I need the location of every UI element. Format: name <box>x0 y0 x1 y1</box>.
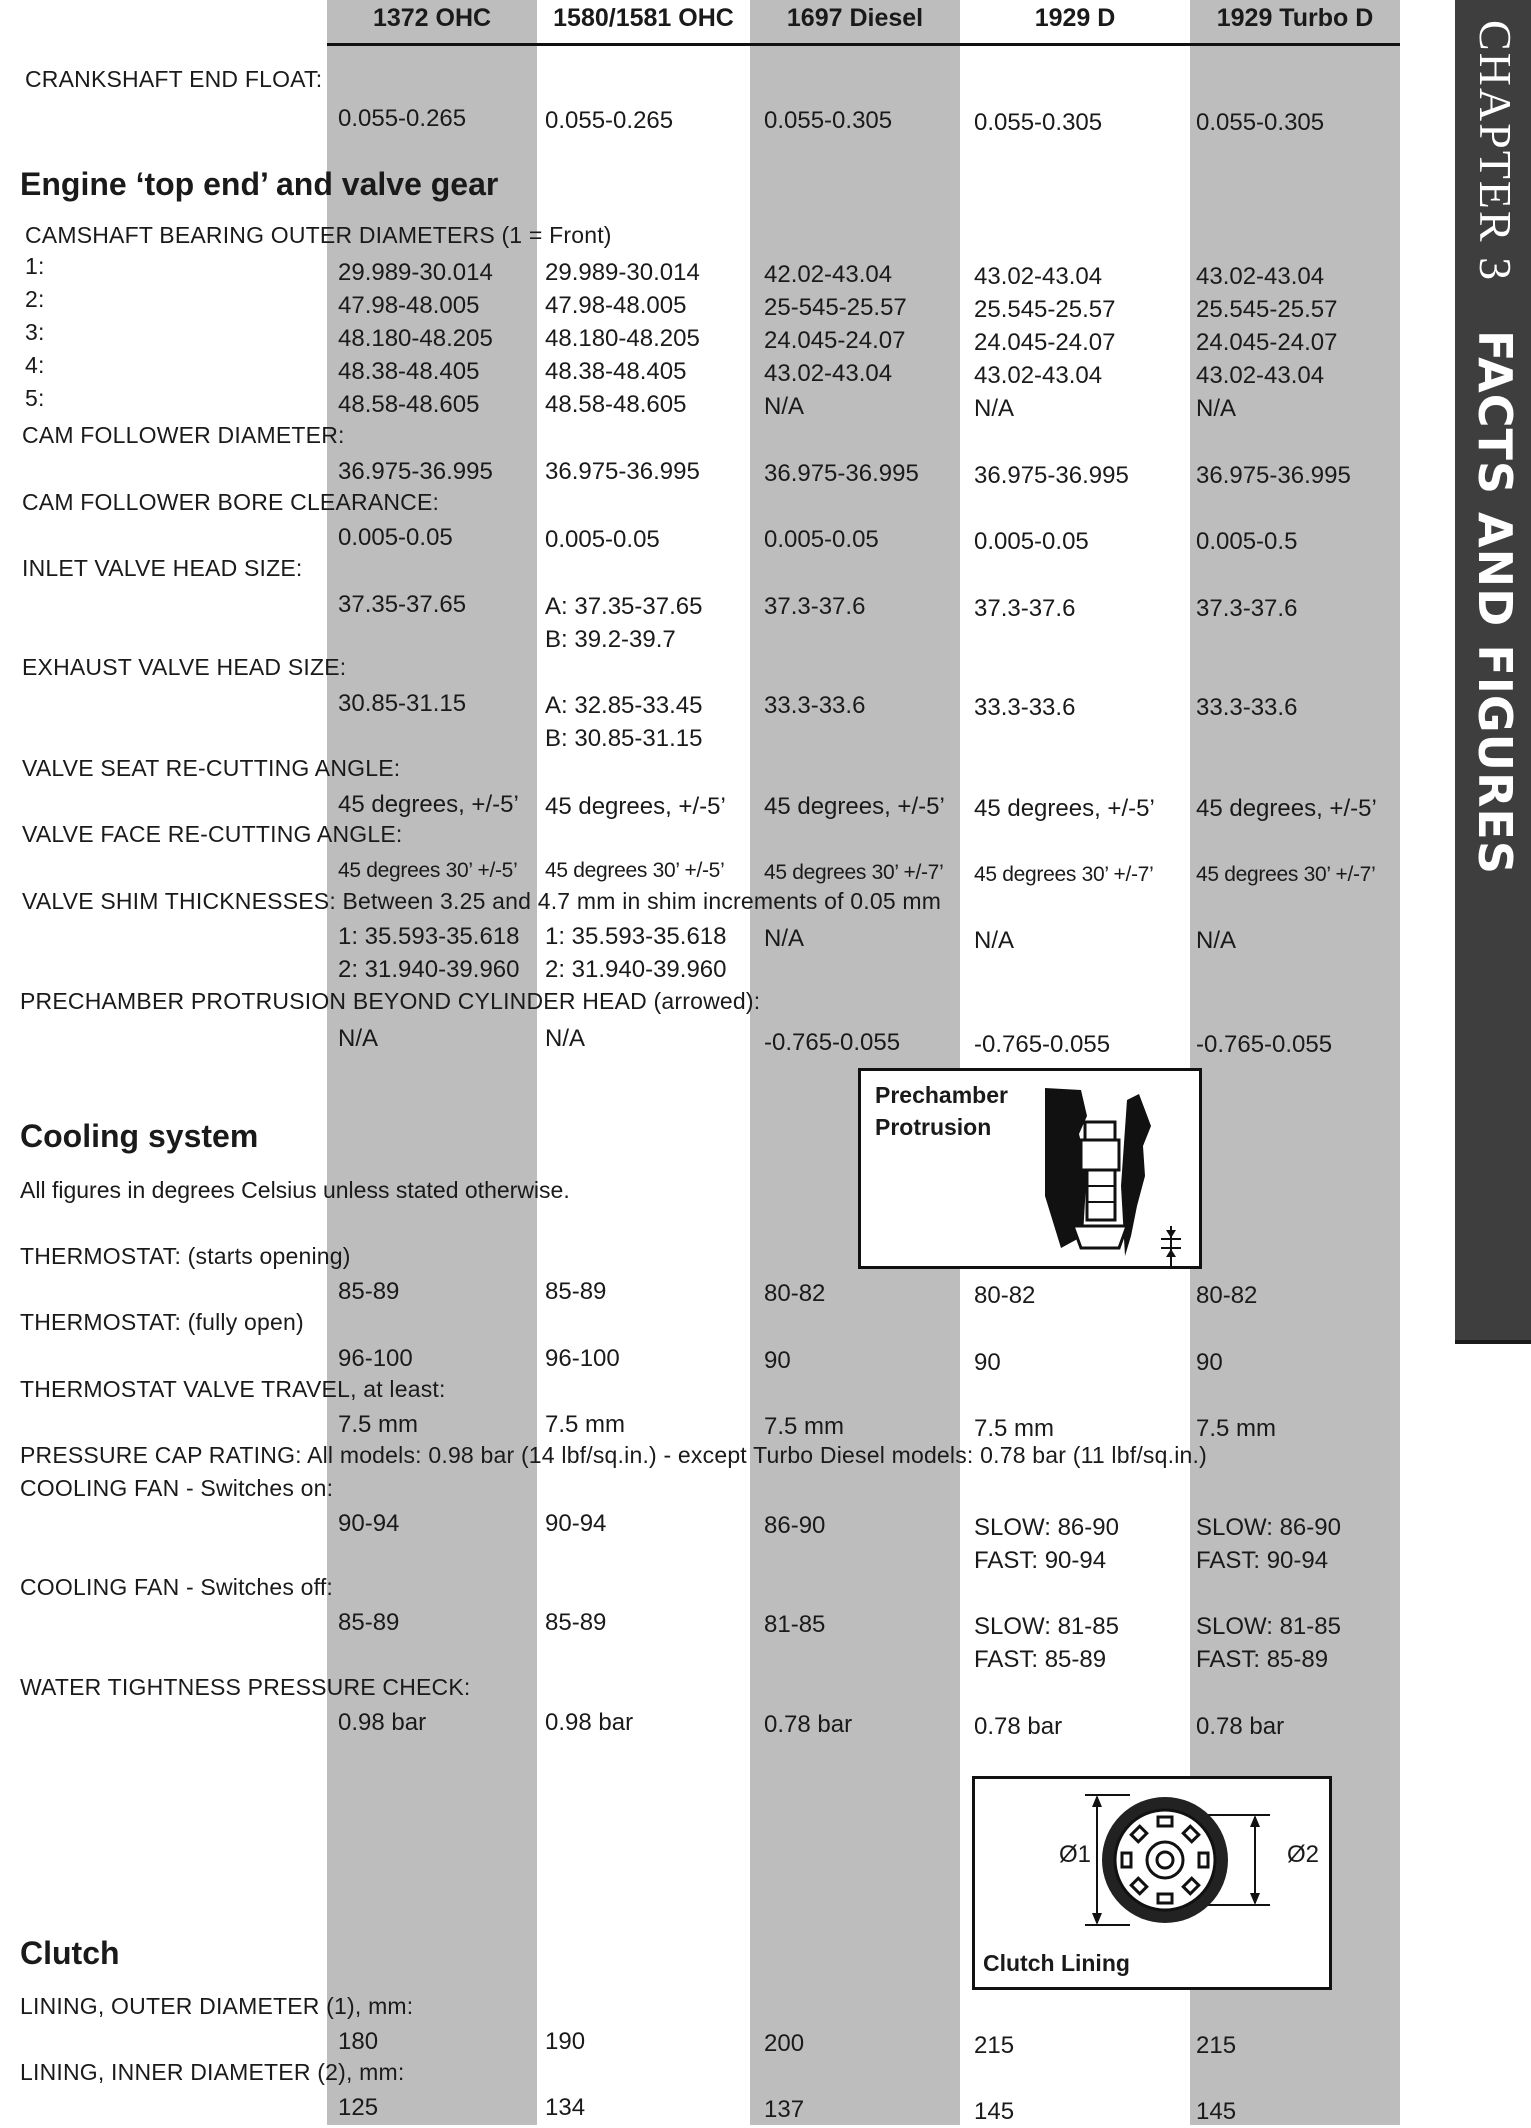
chapter-title: FACTS AND FIGURES <box>1468 330 1522 876</box>
travel-value: 7.5 mm <box>338 1411 419 1438</box>
seat-value: 45 degrees, +/-5’ <box>338 791 519 818</box>
thermo1-value: 85-89 <box>545 1278 607 1305</box>
outer-value: 215 <box>1196 2032 1237 2059</box>
inlet-label: INLET VALVE HEAD SIZE: <box>22 555 303 581</box>
water-value: 0.78 bar <box>1196 1713 1285 1740</box>
pre-label: PRECHAMBER PROTRUSION BEYOND CYLINDER HEAD (arrowed): <box>20 988 761 1014</box>
thermo2-value: 90 <box>974 1349 1001 1376</box>
cam-bearing-values: 43.02-43.04 25.545-25.57 24.045-24.07 43.02-43.04 N/A <box>974 263 1116 422</box>
inner-value: 134 <box>545 2094 586 2121</box>
crank-label: CRANKSHAFT END FLOAT: <box>25 66 323 92</box>
water-value: 0.78 bar <box>974 1713 1063 1740</box>
inner-value: 125 <box>338 2094 379 2121</box>
face-value: 45 degrees 30’ +/-7’ <box>974 863 1154 886</box>
inner-value: 137 <box>764 2096 805 2123</box>
fanon-value: 90-94 <box>545 1510 607 1537</box>
cam-bearing-index: 3: <box>25 319 45 345</box>
face-value: 45 degrees 30’ +/-5’ <box>338 859 518 882</box>
thermo1-value: 80-82 <box>974 1282 1036 1309</box>
chapter-sidebar-text <box>1468 20 1522 875</box>
cam-bearing-values: 29.989-30.014 47.98-48.005 48.180-48.205 48.38-48.405 48.58-48.605 <box>338 259 493 418</box>
inlet-value: 37.3-37.6 <box>1196 595 1298 622</box>
section-section-top-end: Engine ‘top end’ and valve gear <box>20 166 499 202</box>
fanon-value: SLOW: 86-90 FAST: 90-94 <box>1196 1514 1341 1574</box>
fanon-value: 86-90 <box>764 1512 826 1539</box>
exhaust-value: 30.85-31.15 <box>338 690 467 717</box>
section-section-cooling: Cooling system <box>20 1118 259 1154</box>
inlet-value: 37.3-37.6 <box>974 595 1076 622</box>
thermo2-value: 90 <box>764 1347 791 1374</box>
inner-label: LINING, INNER DIAMETER (2), mm: <box>20 2059 405 2085</box>
header-rule <box>327 43 1400 46</box>
pre-value: -0.765-0.055 <box>764 1029 901 1056</box>
exhaust-value: 33.3-33.6 <box>974 694 1076 721</box>
fanon-value: SLOW: 86-90 FAST: 90-94 <box>974 1514 1119 1574</box>
bore-value: 0.005-0.5 <box>1196 528 1298 555</box>
crank-value: 0.055-0.265 <box>338 105 467 132</box>
pre-value: -0.765-0.055 <box>974 1031 1111 1058</box>
fanoff-label: COOLING FAN - Switches off: <box>20 1574 334 1600</box>
outer-value: 215 <box>974 2032 1015 2059</box>
cam-bearing-index: 5: <box>25 385 45 411</box>
exhaust-label: EXHAUST VALVE HEAD SIZE: <box>22 654 347 680</box>
seat-value: 45 degrees, +/-5’ <box>1196 795 1377 822</box>
shim-value: N/A <box>764 925 805 952</box>
inlet-value: A: 37.35-37.65 B: 39.2-39.7 <box>545 593 703 653</box>
face-value: 45 degrees 30’ +/-7’ <box>764 861 944 884</box>
inlet-value: 37.35-37.65 <box>338 591 467 618</box>
bore-value: 0.005-0.05 <box>545 526 660 553</box>
seat-value: 45 degrees, +/-5’ <box>545 793 726 820</box>
thermo2-value: 96-100 <box>545 1345 620 1372</box>
crank-value: 0.055-0.305 <box>974 109 1103 136</box>
pre-value: -0.765-0.055 <box>1196 1031 1333 1058</box>
fanoff-value: 85-89 <box>338 1609 400 1636</box>
bore-value: 0.005-0.05 <box>764 526 879 553</box>
clutch-figure <box>972 1776 1332 1990</box>
outer-label: LINING, OUTER DIAMETER (1), mm: <box>20 1993 414 2019</box>
exhaust-value: 33.3-33.6 <box>1196 694 1298 721</box>
crank-value: 0.055-0.305 <box>764 107 893 134</box>
inner-value: 145 <box>974 2098 1015 2125</box>
shim-label: VALVE SHIM THICKNESSES: Between 3.25 and 4.7 mm in shim increments of 0.05 mm <box>22 888 942 914</box>
prechamber-diagram <box>1041 1076 1191 1266</box>
cam-bearing-index: 4: <box>25 352 45 378</box>
clutch-d2-label: Ø2 <box>1287 1841 1320 1868</box>
follower-label: CAM FOLLOWER DIAMETER: <box>22 422 345 448</box>
clutch-diagram <box>985 1785 1315 1935</box>
cam-bearing-index: 2: <box>25 286 45 312</box>
follower-value: 36.975-36.995 <box>974 462 1129 489</box>
travel-value: 7.5 mm <box>764 1413 845 1440</box>
column-header-1372: 1372 OHC <box>372 4 492 32</box>
water-value: 0.78 bar <box>764 1711 853 1738</box>
thermo2-label: THERMOSTAT: (fully open) <box>20 1309 304 1335</box>
fanon-label: COOLING FAN - Switches on: <box>20 1475 334 1501</box>
cam-bearing-values: 29.989-30.014 47.98-48.005 48.180-48.205 48.38-48.405 48.58-48.605 <box>545 259 700 418</box>
water-value: 0.98 bar <box>338 1709 427 1736</box>
seat-label: VALVE SEAT RE-CUTTING ANGLE: <box>22 755 401 781</box>
chapter-label: CHAPTER 3 <box>1470 20 1521 283</box>
shim-value: 1: 35.593-35.618 2: 31.940-39.960 <box>338 923 520 983</box>
travel-value: 7.5 mm <box>545 1411 626 1438</box>
column-header-1580: 1580/1581 OHC <box>553 4 734 32</box>
travel-value: 7.5 mm <box>1196 1415 1277 1442</box>
cam-bearing-index: 1: <box>25 253 45 279</box>
fanoff-value: SLOW: 81-85 FAST: 85-89 <box>1196 1613 1341 1673</box>
thermo1-value: 80-82 <box>1196 1282 1258 1309</box>
travel-label: THERMOSTAT VALVE TRAVEL, at least: <box>20 1376 446 1402</box>
cam-label: CAMSHAFT BEARING OUTER DIAMETERS (1 = Front) <box>25 222 612 248</box>
prechamber-figure <box>858 1068 1202 1269</box>
fanoff-value: 81-85 <box>764 1611 826 1638</box>
prechamber-figure-title: Prechamber Protrusion <box>875 1082 1008 1140</box>
seat-value: 45 degrees, +/-5’ <box>974 795 1155 822</box>
column-header-1929d: 1929 D <box>1034 4 1116 32</box>
pre-value: N/A <box>338 1025 379 1052</box>
shim-value: N/A <box>1196 927 1237 954</box>
follower-value: 36.975-36.995 <box>764 460 919 487</box>
clutch-d1-label: Ø1 <box>1059 1841 1092 1868</box>
outer-value: 190 <box>545 2028 586 2055</box>
cap-label: PRESSURE CAP RATING: All models: 0.98 bar (14 lbf/sq.in.) - except Turbo Diesel models: 0.78 bar (11 lbf/sq.in.) <box>20 1442 1207 1468</box>
travel-value: 7.5 mm <box>974 1415 1055 1442</box>
water-label: WATER TIGHTNESS PRESSURE CHECK: <box>20 1674 471 1700</box>
cam-bearing-values: 42.02-43.04 25-545-25.57 24.045-24.07 43.02-43.04 N/A <box>764 261 907 420</box>
shim-value: 1: 35.593-35.618 2: 31.940-39.960 <box>545 923 727 983</box>
fanon-value: 90-94 <box>338 1510 400 1537</box>
cam-bearing-values: 43.02-43.04 25.545-25.57 24.045-24.07 43.02-43.04 N/A <box>1196 263 1338 422</box>
face-value: 45 degrees 30’ +/-5’ <box>545 859 725 882</box>
pre-value: N/A <box>545 1025 586 1052</box>
cooling-note: All figures in degrees Celsius unless stated otherwise. <box>20 1177 570 1203</box>
crank-value: 0.055-0.305 <box>1196 109 1325 136</box>
section-section-clutch: Clutch <box>20 1935 120 1971</box>
fanoff-value: 85-89 <box>545 1609 607 1636</box>
follower-value: 36.975-36.995 <box>545 458 700 485</box>
column-header-1929turbo: 1929 Turbo D <box>1216 4 1374 32</box>
outer-value: 200 <box>764 2030 805 2057</box>
thermo1-label: THERMOSTAT: (starts opening) <box>20 1243 351 1269</box>
thermo2-value: 96-100 <box>338 1345 413 1372</box>
outer-value: 180 <box>338 2028 379 2055</box>
water-value: 0.98 bar <box>545 1709 634 1736</box>
face-label: VALVE FACE RE-CUTTING ANGLE: <box>22 821 403 847</box>
exhaust-value: 33.3-33.6 <box>764 692 866 719</box>
follower-value: 36.975-36.995 <box>338 458 493 485</box>
bore-label: CAM FOLLOWER BORE CLEARANCE: <box>22 489 440 515</box>
clutch-figure-title: Clutch Lining <box>983 1950 1130 1976</box>
inner-value: 145 <box>1196 2098 1237 2125</box>
thermo1-value: 80-82 <box>764 1280 826 1307</box>
column-header-1697: 1697 Diesel <box>786 4 924 32</box>
inlet-value: 37.3-37.6 <box>764 593 866 620</box>
thermo2-value: 90 <box>1196 1349 1223 1376</box>
seat-value: 45 degrees, +/-5’ <box>764 793 945 820</box>
fanoff-value: SLOW: 81-85 FAST: 85-89 <box>974 1613 1119 1673</box>
follower-value: 36.975-36.995 <box>1196 462 1351 489</box>
bore-value: 0.005-0.05 <box>338 524 453 551</box>
exhaust-value: A: 32.85-33.45 B: 30.85-31.15 <box>545 692 703 752</box>
face-value: 45 degrees 30’ +/-7’ <box>1196 863 1376 886</box>
thermo1-value: 85-89 <box>338 1278 400 1305</box>
bore-value: 0.005-0.05 <box>974 528 1089 555</box>
shim-value: N/A <box>974 927 1015 954</box>
crank-value: 0.055-0.265 <box>545 107 674 134</box>
